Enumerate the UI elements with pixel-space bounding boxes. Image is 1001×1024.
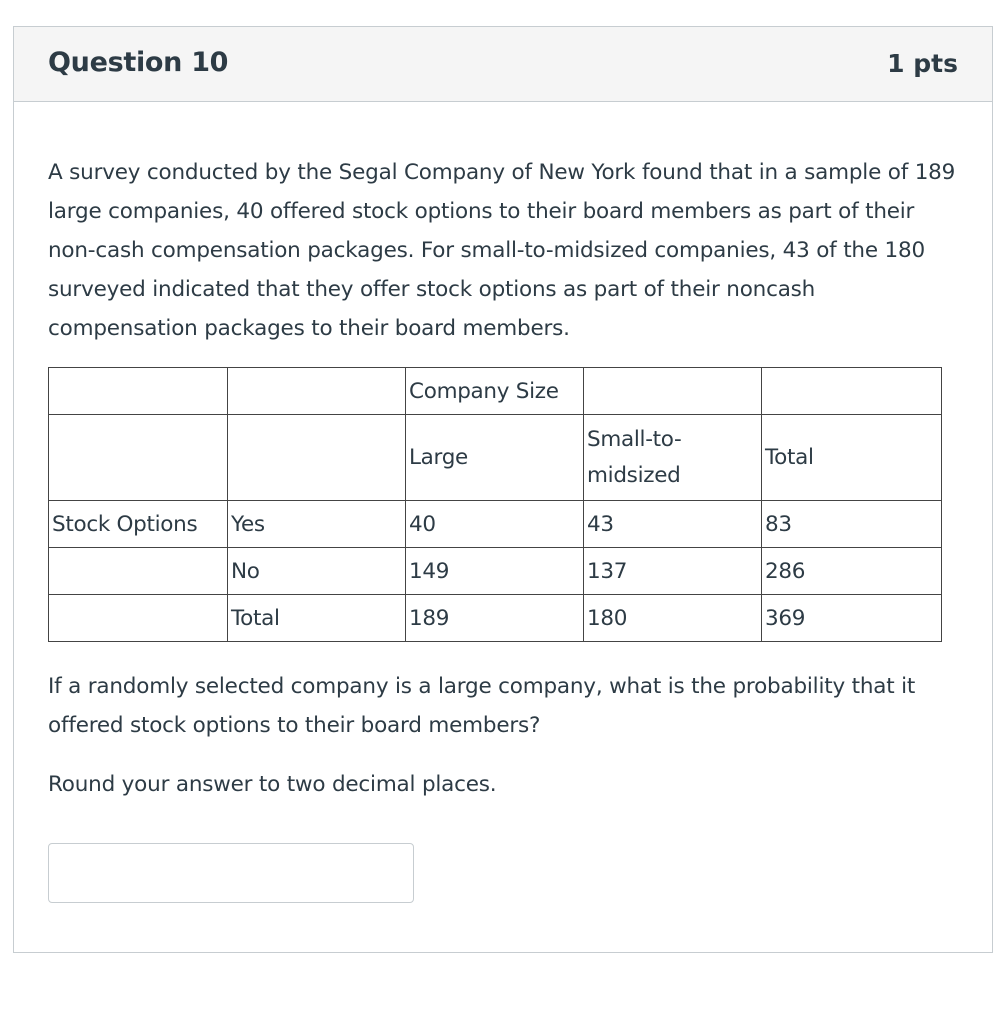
table-cell: 369 [762, 595, 942, 642]
question-card [13, 26, 993, 953]
question-body [48, 153, 958, 797]
table-row [49, 368, 942, 415]
rounding-instruction: Round your answer to two decimal places. [48, 772, 497, 797]
followup-question: If a randomly selected company is a large company, what is the probability that it offered stock options to their board members? [48, 674, 916, 738]
table-cell [49, 595, 228, 642]
col-header-total: Total [762, 415, 942, 501]
table-cell: 40 [406, 501, 584, 548]
row-label-yes: Yes [228, 501, 406, 548]
table-row [49, 595, 942, 642]
question-points: 1 pts [887, 49, 958, 78]
col-header-large: Large [406, 415, 584, 501]
table-cell [762, 368, 942, 415]
question-header [14, 27, 992, 102]
question-prompt: A survey conducted by the Segal Company of New York found that in a sample of 189 large companies, 40 offered stock options to their board members as part of their non-cash compensation packages. For small-to-midsized companies, 43 of the 180 surveyed indicated that they offer stock options as part of their noncash compensation packages to their board members. [48, 160, 956, 341]
question-followup-block [48, 667, 958, 804]
col-header-small-to-midsized: Small-to-midsized [584, 415, 762, 501]
table-cell [49, 415, 228, 501]
answer-input[interactable] [48, 843, 414, 903]
table-cell [49, 368, 228, 415]
company-size-header: Company Size [406, 368, 584, 415]
table-cell [584, 368, 762, 415]
table-cell: 149 [406, 548, 584, 595]
table-cell: 286 [762, 548, 942, 595]
table-cell [228, 415, 406, 501]
table-cell: 137 [584, 548, 762, 595]
row-label-total: Total [228, 595, 406, 642]
table-cell: 43 [584, 501, 762, 548]
table-cell: 83 [762, 501, 942, 548]
table-row [49, 548, 942, 595]
table-row [49, 415, 942, 501]
table-cell: 189 [406, 595, 584, 642]
question-title: Question 10 [48, 47, 229, 78]
row-label-no: No [228, 548, 406, 595]
table-cell [49, 548, 228, 595]
table-row [49, 501, 942, 548]
table-cell: 180 [584, 595, 762, 642]
contingency-table [48, 367, 942, 642]
row-group-label: Stock Options [49, 501, 228, 548]
table-cell [228, 368, 406, 415]
